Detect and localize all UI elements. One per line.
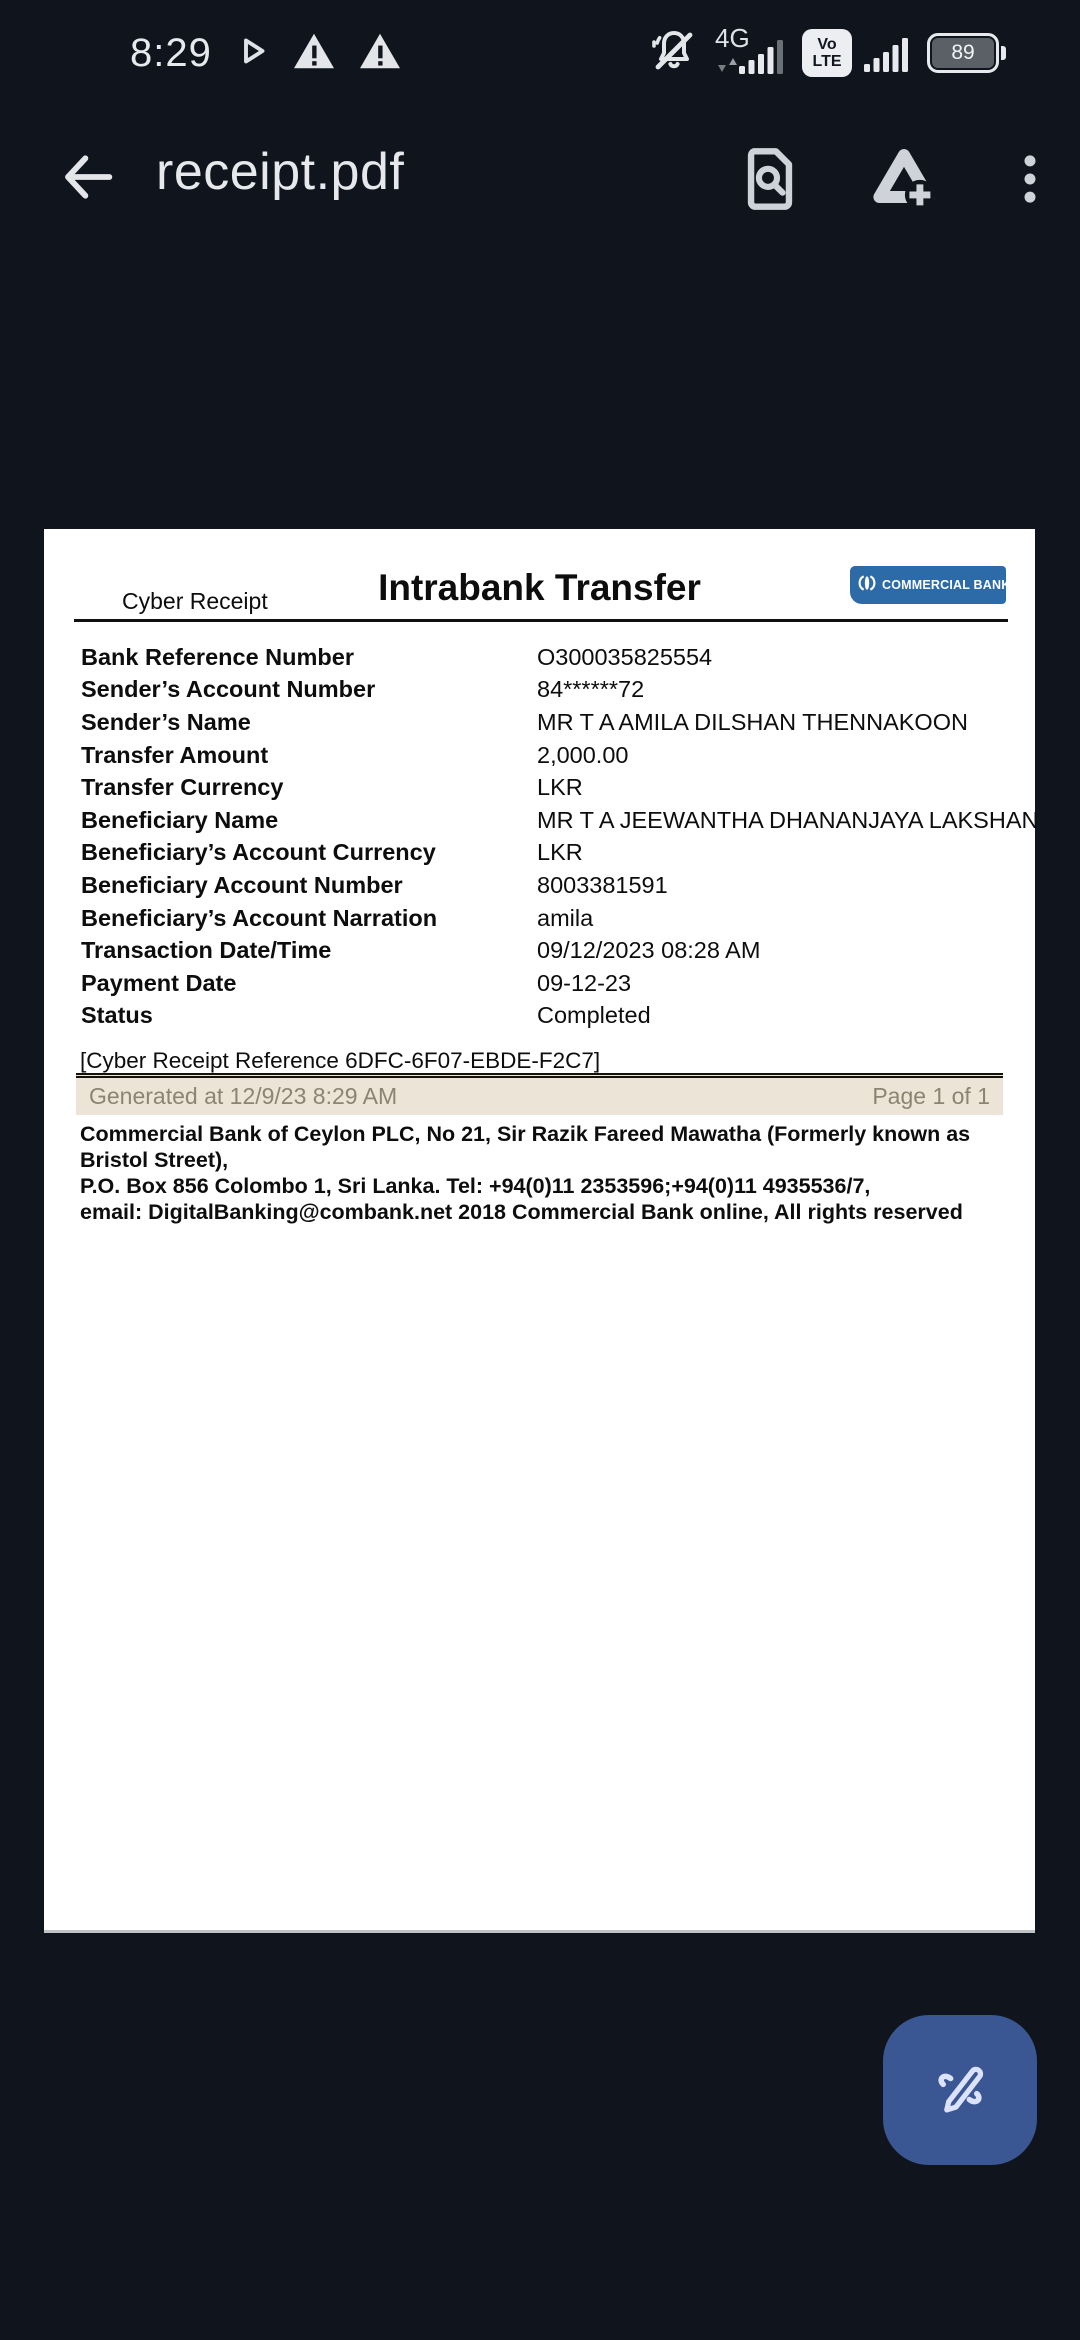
clock: 8:29 [130,30,212,75]
footer-line: email: DigitalBanking@combank.net 2018 Commercial Bank online, All rights reserved [80,1200,963,1224]
receipt-title: Intrabank Transfer [378,567,701,608]
signal-bars-icon [739,40,785,79]
back-arrow-icon [56,197,120,212]
generated-bar [76,1073,1003,1115]
page-indicator: Page 1 of 1 [872,1083,990,1109]
commercial-bank-logo [850,566,1011,604]
app-bar [0,100,1080,260]
back-button[interactable] [52,142,124,214]
header-divider [74,619,1008,622]
battery-icon [927,33,999,73]
field-row: Bank Reference Number O300035825554 [81,643,713,670]
network-type-label: 4G [715,23,750,53]
battery-indicator [927,33,1006,73]
status-bar [0,0,1080,100]
find-in-page-icon [735,202,805,217]
field-row: Transaction Date/Time 09/12/2023 08:28 AM [81,937,761,964]
field-row: Status Completed [81,1002,651,1029]
bank-logo-label: COMMERCIAL BANK [882,578,1011,592]
document-title: receipt.pdf [156,143,405,201]
doc-type-label: Cyber Receipt [122,588,268,614]
footer-line: Commercial Bank of Ceylon PLC, No 21, Sir Razik Fareed Mawatha (Formerly known as Bristol Street), [80,1122,971,1172]
field-row: Payment Date 09-12-23 [81,969,632,996]
cyber-receipt-reference: [Cyber Receipt Reference 6DFC-6F07-EBDE-F2C7] [80,1048,601,1073]
pdf-page[interactable] [44,529,1039,1933]
find-in-page-button[interactable] [732,142,808,218]
field-row: Transfer Amount 2,000.00 [81,741,629,768]
more-vert-icon [997,200,1063,215]
field-row: Sender’s Name MR T A AMILA DILSHAN THENNAKOON [81,708,968,735]
play-outline-icon [234,33,270,74]
signature-pen-icon [927,2056,993,2125]
field-row: Sender’s Account Number 84******72 [81,676,645,703]
field-row: Beneficiary’s Account Narration amila [81,904,594,931]
mobile-signal-4g [715,23,785,79]
volte-badge: Vo LTE [802,29,852,77]
bank-logo-icon [857,573,877,598]
warning-icon [292,31,336,76]
footer-line: P.O. Box 856 Colombo 1, Sri Lanka. Tel: +94(0)11 2353596;+94(0)11 4935536/7, [80,1174,871,1198]
field-row: Beneficiary’s Account Currency LKR [81,839,583,866]
annotate-fab[interactable] [883,2015,1037,2165]
overflow-menu-button[interactable] [992,142,1068,218]
warning-icon [358,31,402,76]
generated-at-text: Generated at 12/9/23 8:29 AM [89,1083,398,1109]
add-to-drive-button[interactable] [866,142,942,218]
receipt-fields [81,641,1039,1032]
volte-signal-bars-icon [864,38,910,77]
battery-percent: 89 [951,41,975,64]
add-to-drive-icon [868,203,940,218]
volte-signal [802,29,910,77]
data-arrows-icon [717,58,739,77]
field-row: Beneficiary Name MR T A JEEWANTHA DHANANJAYA LAKSHAN [81,806,1039,833]
bell-off-icon [650,27,698,80]
bank-address-footer [80,1121,1035,1225]
field-row: Transfer Currency LKR [81,774,583,801]
navigation-bar [0,2170,1080,2340]
field-row: Beneficiary Account Number 8003381591 [81,871,668,898]
